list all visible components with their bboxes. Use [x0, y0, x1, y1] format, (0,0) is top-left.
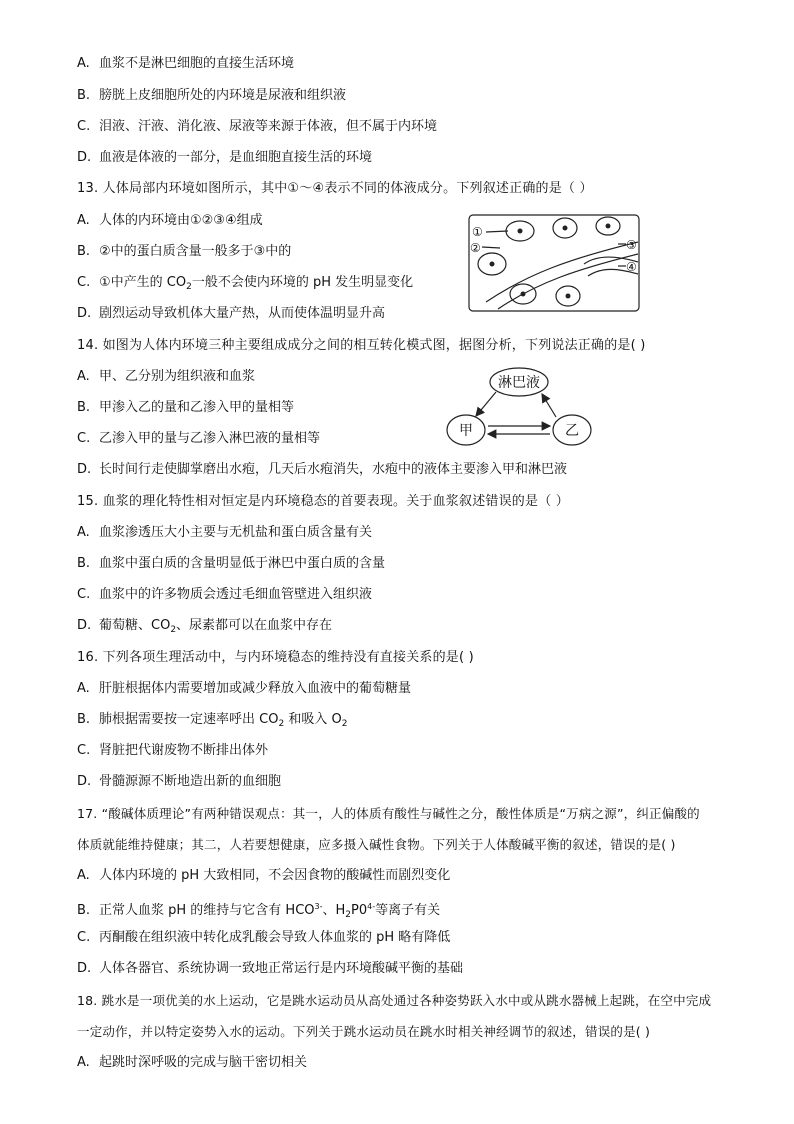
q18-option-a: A. 起跳时深呼吸的完成与脑干密切相关	[77, 1055, 308, 1070]
q13-stem: 13. 人体局部内环境如图所示，其中①～④表示不同的体液成分。下列叙述正确的是（ ）	[77, 181, 593, 196]
label-4: ④	[626, 260, 637, 274]
q14-stem: 14. 如图为人体内环境三种主要组成成分之间的相互转化模式图，据图分析，下列说法正确的是( )	[77, 338, 646, 353]
q15-option-d: D. 葡萄糖、$CO_2$、尿素都可以在血浆中存在	[77, 618, 333, 635]
q17-stem-line2: 体质就能维持健康；其二，人若要想健康，应多摄入碱性食物。下列关于人体酸碱平衡的叙述，错误的是( )	[77, 837, 676, 852]
q18-stem-line2: 一定动作，并以特定姿势入水的运动。下列关于跳水运动员在跳水时相关神经调节的叙述，错误的是( )	[77, 1024, 651, 1039]
q13-option-d: D. 剧烈运动导致机体大量产热，从而使体温明显升高	[77, 306, 386, 321]
q14-option-b: B. 甲渗入乙的量和乙渗入甲的量相等	[77, 400, 295, 415]
q15-option-a: A. 血浆渗透压大小主要与无机盐和蛋白质含量有关	[77, 525, 373, 540]
tissue-diagram	[468, 214, 640, 314]
q16-option-b: B. 肺根据需要按一定速率呼出 $CO_2$ 和吸入 $O_2$	[77, 712, 348, 729]
arrow-lymph-to-jia	[476, 392, 496, 416]
capillary-wall-upper	[486, 242, 638, 302]
label-2: ②	[470, 241, 481, 255]
node-label-jia: 甲	[459, 423, 473, 439]
q17-option-d: D. 人体各器官、系统协调一致地正常运行是内环境酸碱平衡的基础	[77, 961, 464, 976]
q16-option-d: D. 骨髓源源不断地造出新的血细胞	[77, 774, 282, 789]
q13-option-b: B. ②中的蛋白质含量一般多于③中的	[77, 244, 292, 259]
q17-stem-line1: 17. “酸碱体质理论”有两种错误观点：其一，人的体质有酸性与碱性之分，酸性体质是“万病之源”，纠正偏酸的	[77, 806, 700, 821]
q16-option-c: C. 肾脏把代谢废物不断排出体外	[77, 743, 269, 758]
q17-option-a: A. 人体内环境的 pH 大致相同，不会因食物的酸碱性而剧烈变化	[77, 868, 451, 883]
q12-option-a: A. 血浆不是淋巴细胞的直接生活环境	[77, 56, 295, 71]
q15-option-c: C. 血浆中的许多物质会透过毛细血管壁进入组织液	[77, 587, 373, 602]
q16-option-a: A. 肝脏根据体内需要增加或减少释放入血液中的葡萄糖量	[77, 681, 412, 696]
fluid-relationship-diagram	[444, 366, 594, 452]
arrow-yi-to-lymph	[542, 394, 556, 417]
q14-option-a: A. 甲、乙分别为组织液和血浆	[77, 369, 256, 384]
node-label-lymph: 淋巴液	[498, 375, 540, 391]
q15-stem: 15. 血浆的理化特性相对恒定是内环境稳态的首要表现。关于血浆叙述错误的是（ ）	[77, 494, 569, 509]
q12-option-d: D. 血液是体液的一部分，是血细胞直接生活的环境	[77, 150, 373, 165]
q18-stem-line1: 18. 跳水是一项优美的水上运动，它是跳水运动员从高处通过各种姿势跃入水中或从跳水器械上起跳，在空中完成	[77, 993, 712, 1008]
q13-option-a: A. 人体的内环境由①②③④组成	[77, 213, 263, 228]
q12-option-b: B. 膀胱上皮细胞所处的内环境是尿液和组织液	[77, 88, 347, 103]
q12-option-c: C. 泪液、汗液、消化液、尿液等来源于体液，但不属于内环境	[77, 119, 438, 134]
q14-option-d: D. 长时间行走使脚掌磨出水疱，几天后水疱消失，水疱中的液体主要渗入甲和淋巴液	[77, 462, 568, 477]
q16-stem: 16. 下列各项生理活动中，与内环境稳态的维持没有直接关系的是( )	[77, 650, 474, 665]
q17-option-c: C. 丙酮酸在组织液中转化成乳酸会导致人体血浆的 pH 略有降低	[77, 930, 451, 945]
label-1: ①	[472, 225, 483, 239]
node-label-yi: 乙	[565, 423, 579, 439]
q17-option-b: B. 正常人血浆 pH 的维持与它含有 $HCO^{3-}$、$H_2P0^{4-}$等离子有关	[77, 902, 441, 920]
q14-option-c: C. 乙渗入甲的量与乙渗入淋巴液的量相等	[77, 431, 321, 446]
q15-option-b: B. 血浆中蛋白质的含量明显低于淋巴中蛋白质的含量	[77, 556, 386, 571]
label-3: ③	[626, 238, 637, 252]
q13-option-c: C. ①中产生的 $CO_2$一般不会使内环境的 pH 发生明显变化	[77, 275, 414, 292]
